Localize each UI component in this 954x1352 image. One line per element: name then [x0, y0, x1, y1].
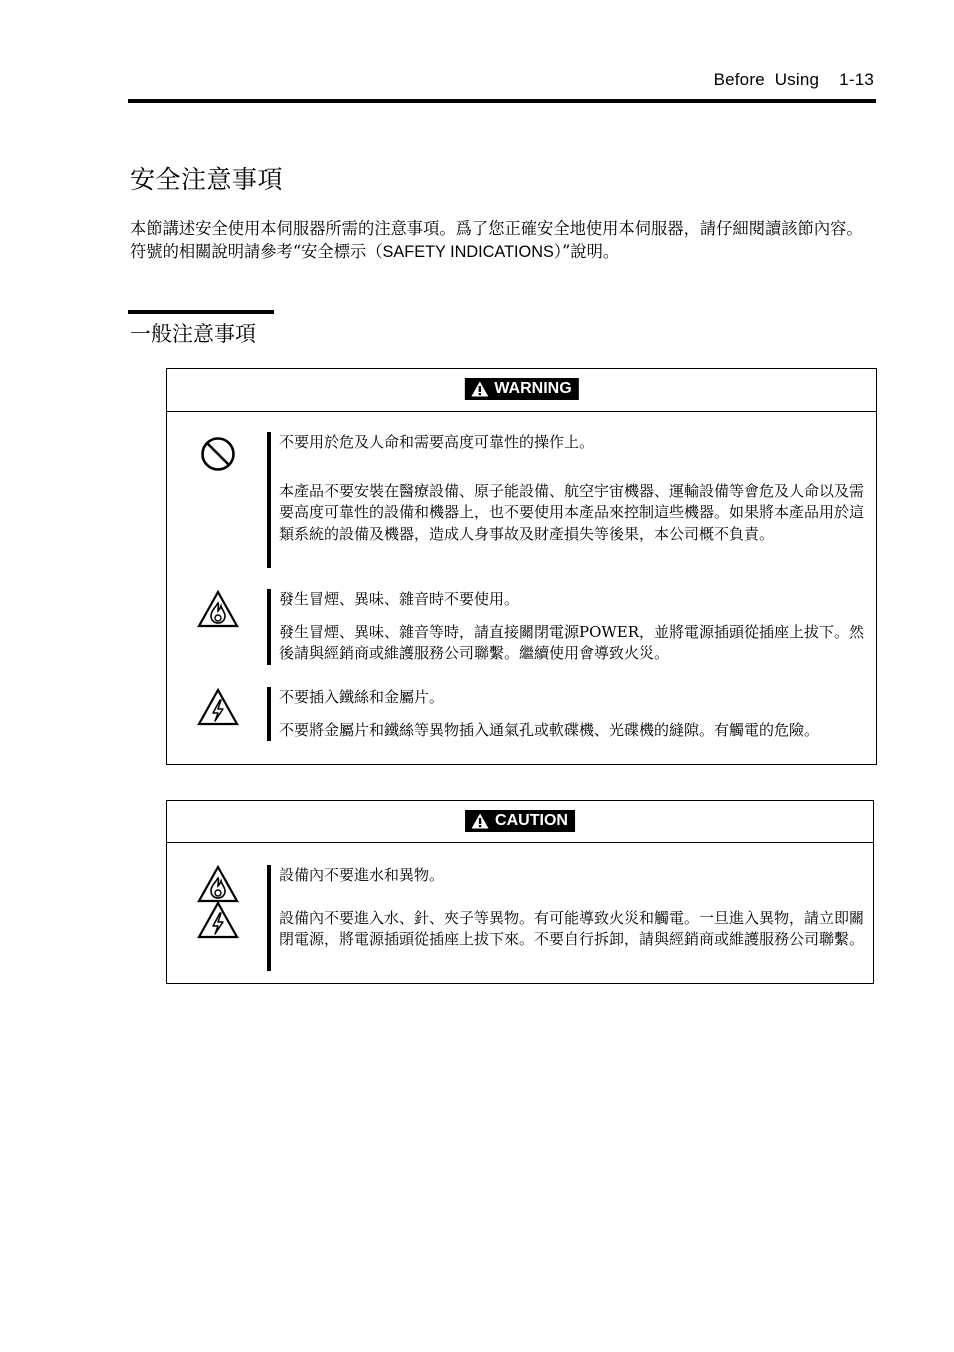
running-header	[714, 70, 874, 90]
caution-item-detail: 設備內不要進入水、針、夾子等異物。有可能導致火災和觸電。一旦進入異物，請立即關閉電源，將電源插頭從插座上拔下來。不要自行拆卸，請與經銷商或維護服務公司聯繫。	[279, 908, 865, 948]
electric-shock-icon	[197, 901, 239, 943]
caution-box-header	[167, 801, 873, 843]
warning-item	[167, 432, 876, 570]
warning-label: WARNING	[494, 380, 572, 397]
subtitle-rule	[128, 310, 274, 314]
intro-text-1: 本節講述安全使用本伺服器所需的注意事項。爲了您正確安全地使用本伺服器，請仔細閱讀該節內容。符號的相關說明請參考“安全標示（	[130, 219, 863, 261]
caution-item-lead: 設備內不要進水和異物。	[279, 866, 445, 884]
warning-item-text	[279, 589, 870, 665]
warning-triangle-icon	[470, 381, 488, 397]
caution-badge	[465, 810, 575, 832]
warning-item-detail: 發生冒煙、異味、雜音等時，請直接關閉電源POWER，並將電源插頭從插座上拔下。然後請與經銷商或維護服務公司聯繫。繼續使用會導致火災。	[279, 622, 865, 662]
section-subtitle: 一般注意事項	[130, 322, 256, 346]
intro-paragraph	[130, 217, 875, 264]
item-bar	[267, 865, 271, 971]
caution-item	[167, 865, 873, 973]
warning-item	[167, 687, 876, 747]
warning-item-text	[279, 687, 870, 741]
prohibition-icon	[200, 436, 236, 476]
warning-item-detail: 本產品不要安裝在醫療設備、原子能設備、航空宇宙機器、運輸設備等會危及人命以及需要高度可靠性的設備和機器上，也不要使用本產品來控制這些機器。如果將本產品用於這類系統的設備及機器，造成人身事故及財產損失等後果，本公司概不負責。	[279, 481, 865, 543]
warning-triangle-icon	[471, 813, 489, 829]
warning-item	[167, 589, 876, 669]
warning-item-lead: 不要用於危及人命和需要高度可靠性的操作上。	[279, 433, 595, 451]
warning-box	[166, 368, 877, 765]
warning-item-lead: 不要插入鐵絲和金屬片。	[279, 688, 445, 706]
caution-box	[166, 800, 874, 984]
item-bar	[267, 687, 271, 741]
warning-item-lead: 發生冒煙、異味、雜音時不要使用。	[279, 590, 520, 608]
header-rule	[128, 99, 876, 103]
caution-label: CAUTION	[495, 812, 568, 829]
intro-text-en: SAFETY INDICATIONS	[382, 243, 554, 261]
electric-shock-icon	[197, 688, 239, 730]
item-bar	[267, 432, 271, 568]
header-section: Before Using	[713, 70, 820, 89]
caution-item-text	[279, 865, 867, 951]
intro-text-2: ）”說明。	[553, 242, 620, 261]
warning-item-detail: 不要將金屬片和鐵絲等異物插入通氣孔或軟碟機、光碟機的縫隙。有觸電的危險。	[279, 720, 820, 739]
warning-item-text	[279, 432, 870, 545]
page-number: 1-13	[839, 70, 874, 89]
warning-box-header	[167, 369, 876, 412]
page-header	[128, 68, 876, 104]
fire-icon	[197, 590, 239, 632]
page-title: 安全注意事項	[130, 165, 284, 194]
warning-badge	[464, 378, 578, 400]
item-bar	[267, 589, 271, 665]
